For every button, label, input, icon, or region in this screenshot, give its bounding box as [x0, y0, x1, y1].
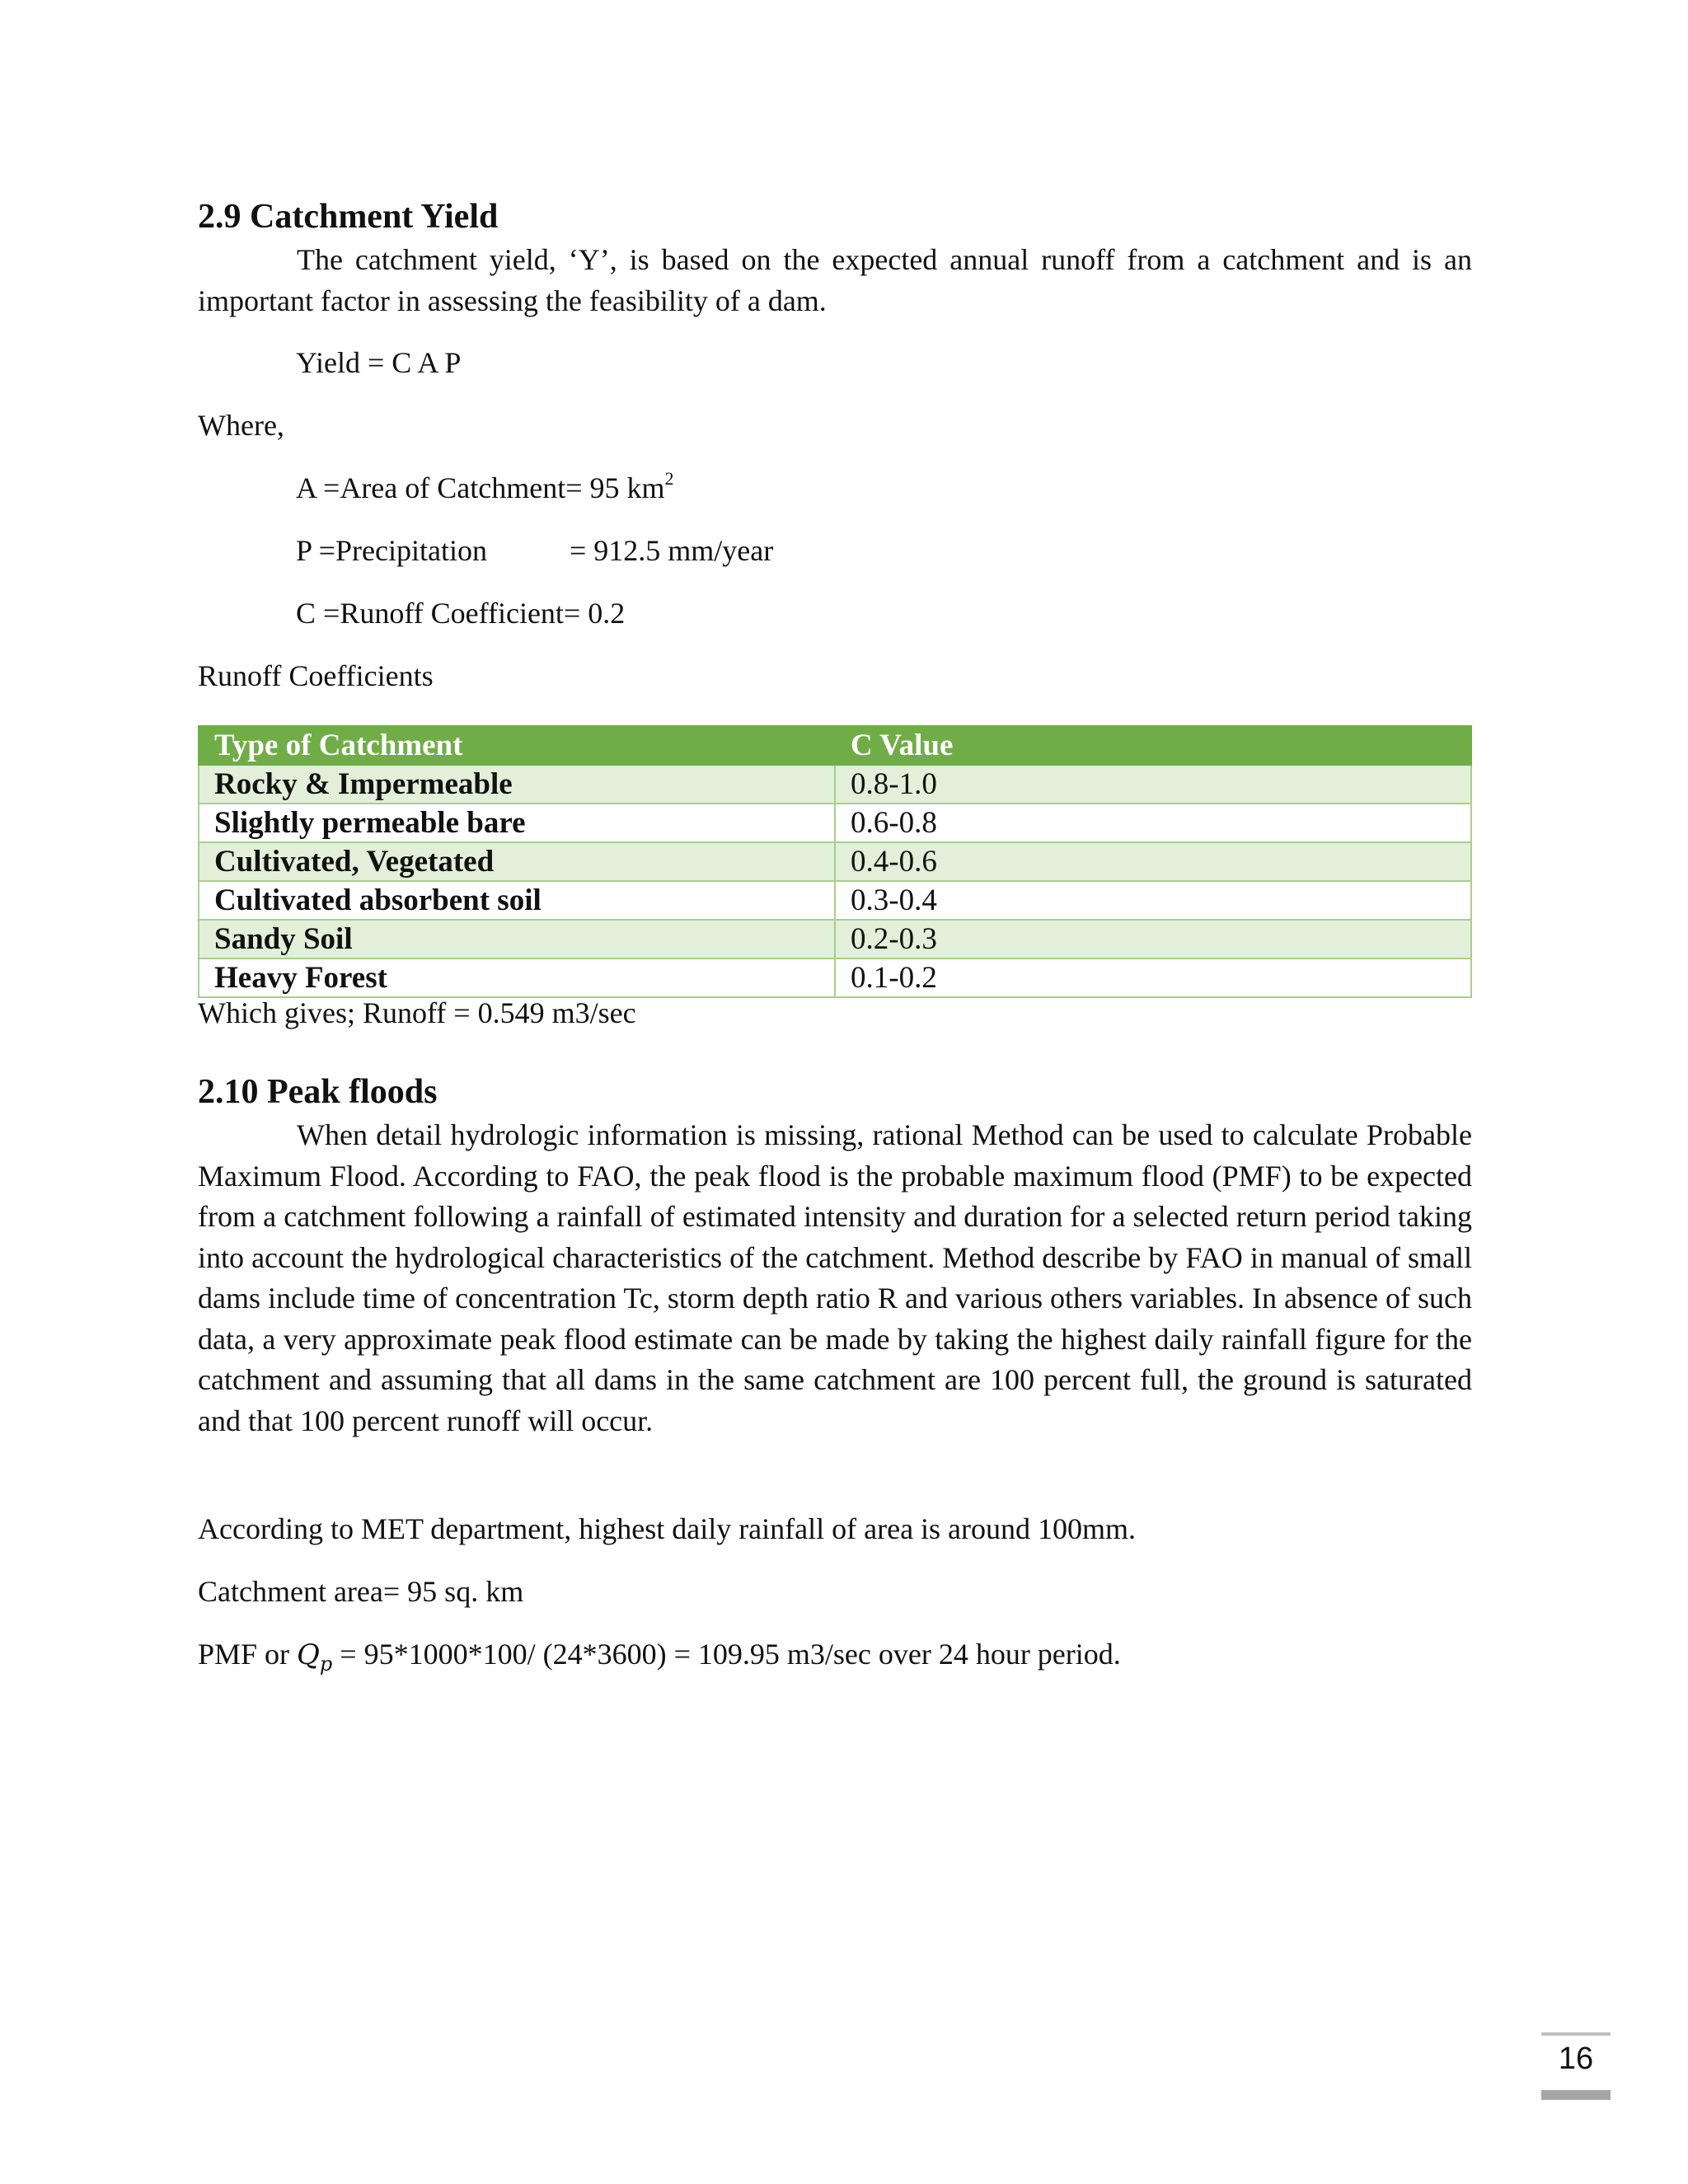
peak-discharge-symbol: [297, 1638, 333, 1675]
met-rainfall-sentence: According to MET department, highest daily rainfall of area is around 100mm.: [198, 1512, 1137, 1545]
table-row: [199, 881, 1471, 920]
catchment-type-cell: Cultivated, Vegetated: [199, 842, 835, 881]
section-heading-catchment-yield: 2.9 Catchment Yield: [198, 198, 499, 236]
catchment-area-line: Catchment area= 95 sq. km: [198, 1575, 524, 1608]
pmf-prefix: PMF or: [198, 1638, 290, 1671]
c-value-cell: 0.4-0.6: [835, 842, 1471, 881]
precipitation-value: = 912.5 mm/year: [569, 534, 774, 567]
variable-precipitation: [296, 533, 773, 569]
area-unit-exponent: 2: [664, 468, 674, 489]
page-number: 16: [1558, 2041, 1594, 2076]
runoff-result: Which gives; Runoff = 0.549 m3/sec: [198, 996, 636, 1029]
catchment-yield-intro: The catchment yield, ‘Y’, is based on the expected annual runoff from a catchment and is an important factor in assessing the feasibility of a dam.: [198, 243, 1472, 317]
precipitation-label: P =Precipitation: [296, 534, 487, 567]
c-value-cell: 0.3-0.4: [835, 881, 1471, 920]
c-value-cell: 0.8-1.0: [835, 765, 1471, 804]
table-row: [199, 842, 1471, 881]
column-header-c-value: C Value: [835, 726, 1471, 765]
qp-letter: Q: [297, 1638, 320, 1671]
runoff-coefficients-table: [198, 725, 1472, 998]
variable-area-text: A =Area of Catchment= 95 km: [296, 471, 665, 504]
table-row: [199, 920, 1471, 958]
peak-floods-paragraph: When detail hydrologic information is missing, rational Method can be used to calculate Probable Maximum Flood. According to FAO, the peak flood is the probable maximum flood (PMF) to be expected from a catchment following a rainfall of estimated intensity and duration for a selected return period taking into account the hydrological characteristics of the catchment. Method describe by FAO in manual of small dams include time of concentration Tc, storm depth ratio R and various others variables. In absence of such data, a very approximate peak flood estimate can be made by taking the highest daily rainfall figure for the catchment and assuming that all dams in the same catchment are 100 percent full, the ground is saturated and that 100 percent runoff will occur.: [198, 1118, 1472, 1437]
pmf-equation: = 95*1000*100/ (24*3600) = 109.95 m3/sec over 24 hour period.: [332, 1638, 1121, 1671]
section-heading-peak-floods: 2.10 Peak floods: [198, 1073, 438, 1111]
table-row: [199, 958, 1471, 997]
c-value-cell: 0.1-0.2: [835, 958, 1471, 997]
qp-subscript: p: [319, 1652, 333, 1675]
table-row: [199, 804, 1471, 842]
c-value-cell: 0.6-0.8: [835, 804, 1471, 842]
catchment-type-cell: Slightly permeable bare: [199, 804, 835, 842]
table-caption: Runoff Coefficients: [198, 659, 434, 692]
variable-runoff-coefficient: C =Runoff Coefficient= 0.2: [296, 597, 626, 630]
page-number-top-rule: [1541, 2032, 1611, 2036]
catchment-type-cell: Rocky & Impermeable: [199, 765, 835, 804]
variable-area: [296, 468, 674, 506]
catchment-type-cell: Heavy Forest: [199, 958, 835, 997]
where-label: Where,: [198, 409, 284, 442]
c-value-cell: 0.2-0.3: [835, 920, 1471, 958]
pmf-calculation: [198, 1637, 1121, 1676]
table-header-row: [199, 726, 1471, 765]
table-row: [199, 765, 1471, 804]
catchment-type-cell: Sandy Soil: [199, 920, 835, 958]
column-header-catchment-type: Type of Catchment: [199, 726, 835, 765]
catchment-type-cell: Cultivated absorbent soil: [199, 881, 835, 920]
yield-formula: Yield = C A P: [296, 346, 462, 379]
page-number-bottom-bar: [1541, 2090, 1611, 2100]
